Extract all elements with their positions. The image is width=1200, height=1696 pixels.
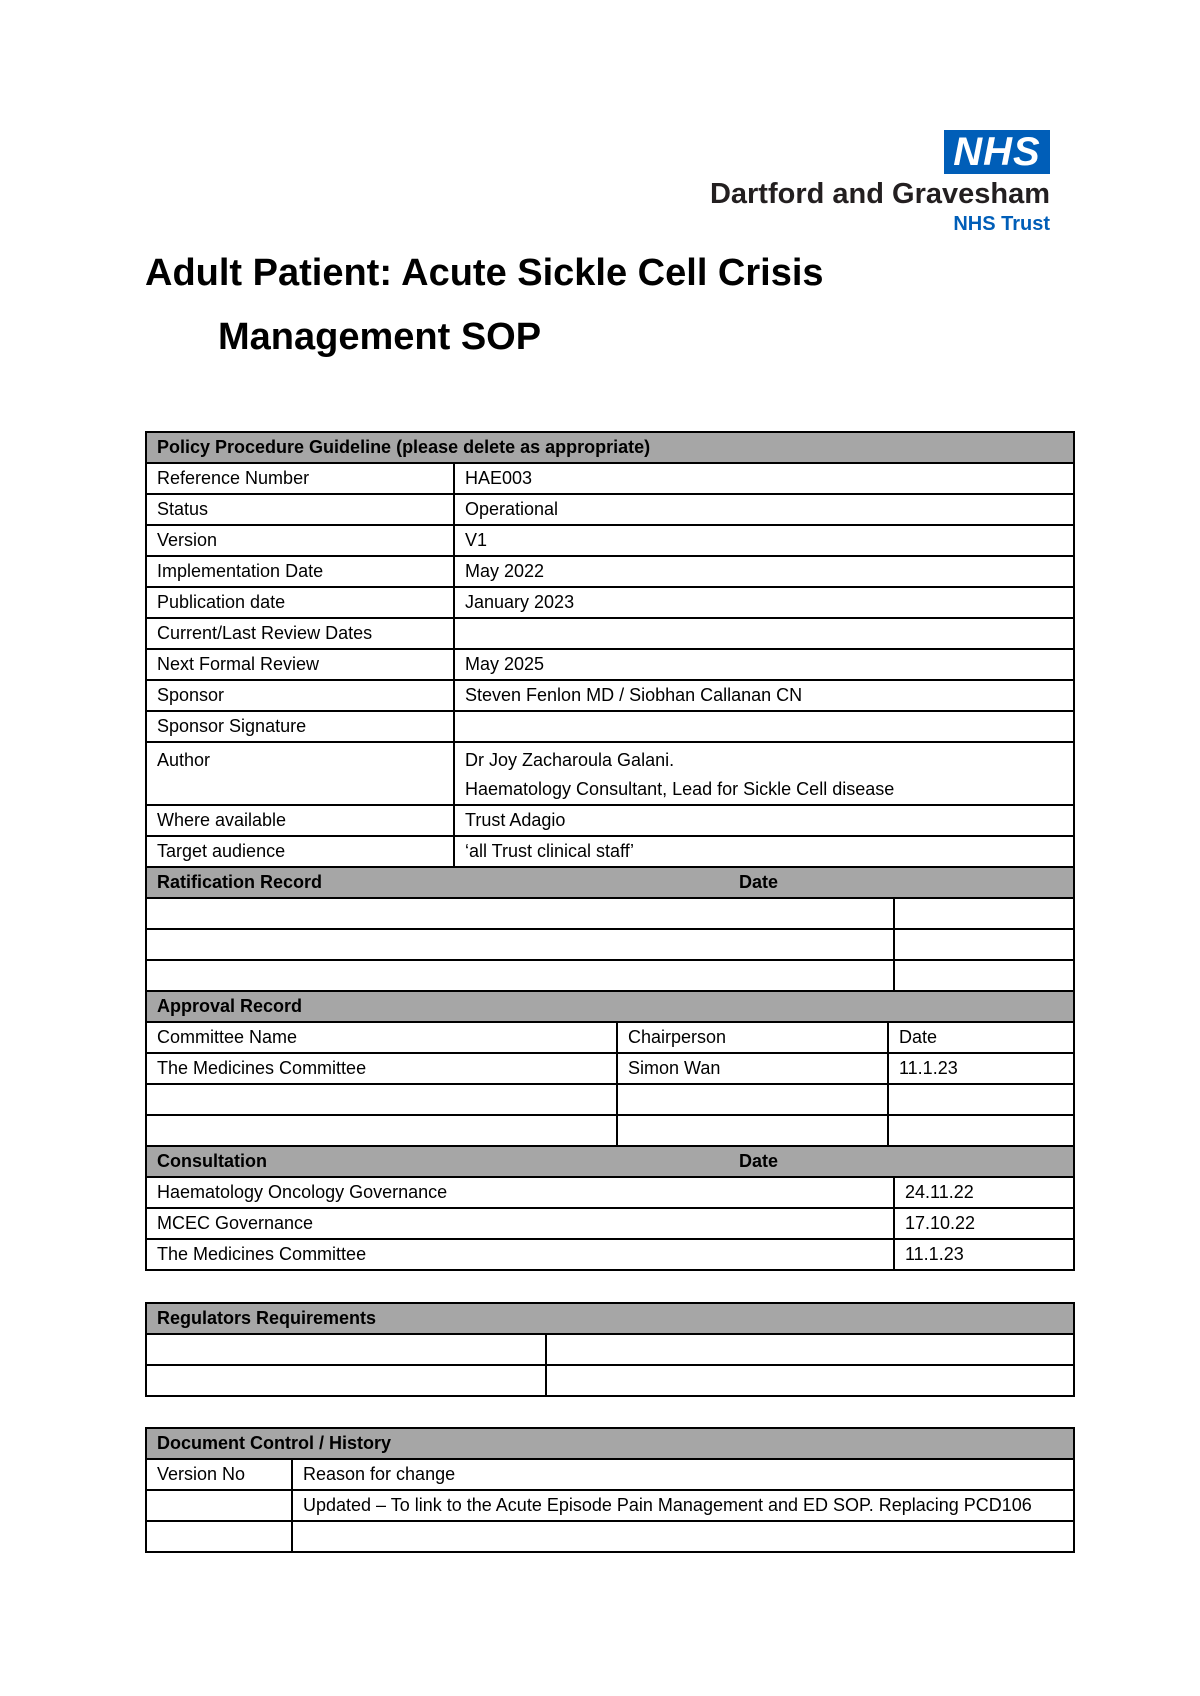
row-value: Steven Fenlon MD / Siobhan Callanan CN [454,680,1074,711]
version-no [146,1490,292,1521]
consultation-title: Consultation [157,1151,267,1171]
approval-columns-row [146,1022,1074,1053]
ratification-title: Ratification Record [157,872,323,892]
table-row [146,463,1074,494]
table-row [146,649,1074,680]
regulators-header: Regulators Requirements [146,1303,1074,1334]
table-row [146,898,1074,929]
reason-for-change: Updated – To link to the Acute Episode Pain Management and ED SOP. Replacing PCD106 [292,1490,1074,1521]
column-header: Chairperson [617,1022,888,1053]
row-value: May 2025 [454,649,1074,680]
policy-header-row [146,432,1074,463]
table-row [146,587,1074,618]
consultation-date: 17.10.22 [894,1208,1074,1239]
row-value [454,618,1074,649]
table-row [146,1177,1074,1208]
document-control-table [145,1427,1075,1553]
row-label: Next Formal Review [146,649,454,680]
consultation-body: MCEC Governance [146,1208,894,1239]
table-row [146,711,1074,742]
consultation-date: 24.11.22 [894,1177,1074,1208]
ratification-header-row [146,867,1074,898]
table-row [146,1365,1074,1396]
row-label: Status [146,494,454,525]
column-header: Version No [146,1459,292,1490]
column-header: Committee Name [146,1022,617,1053]
approval-committee: The Medicines Committee [146,1053,617,1084]
ratification-date-header: Date [739,872,779,892]
table-row [146,494,1074,525]
row-value: HAE003 [454,463,1074,494]
ratification-header [146,867,1074,898]
row-label: Reference Number [146,463,454,494]
column-header: Date [888,1022,1074,1053]
table-row [146,805,1074,836]
row-label: Publication date [146,587,454,618]
consultation-body: Haematology Oncology Governance [146,1177,894,1208]
row-value [454,742,1074,805]
author-role: Haematology Consultant, Lead for Sickle Cell disease [465,779,895,799]
logo-trust-name: Dartford and Gravesham [709,178,1050,210]
table-row [146,556,1074,587]
table-row [146,1053,1074,1084]
approval-header: Approval Record [146,991,1074,1022]
nhs-logo-mark: NHS [944,130,1050,174]
regulators-table [145,1302,1075,1397]
regulators-header-row [146,1303,1074,1334]
consultation-date-header: Date [739,1151,779,1171]
row-value: V1 [454,525,1074,556]
row-value: January 2023 [454,587,1074,618]
approval-date: 11.1.23 [888,1053,1074,1084]
document-control-columns-row [146,1459,1074,1490]
document-control-header-row [146,1428,1074,1459]
consultation-body: The Medicines Committee [146,1239,894,1270]
row-value: May 2022 [454,556,1074,587]
table-row [146,1334,1074,1365]
row-label: Sponsor [146,680,454,711]
table-row [146,960,1074,991]
row-label: Implementation Date [146,556,454,587]
row-label: Where available [146,805,454,836]
document-control-header: Document Control / History [146,1428,1074,1459]
table-row [146,525,1074,556]
column-header: Reason for change [292,1459,1074,1490]
table-row [146,1084,1074,1115]
table-row [146,1521,1074,1552]
table-row [146,618,1074,649]
row-value [454,711,1074,742]
policy-table [145,431,1075,1271]
approval-chairperson: Simon Wan [617,1053,888,1084]
document-title-line2: Management SOP [218,316,542,358]
nhs-trust-logo [690,130,1050,235]
table-row [146,1239,1074,1270]
logo-trust-sub: NHS Trust [953,213,1050,235]
table-row [146,1115,1074,1146]
author-name: Dr Joy Zacharoula Galani. [465,750,675,770]
table-row [146,929,1074,960]
document-title-line1: Adult Patient: Acute Sickle Cell Crisis [145,252,824,294]
table-row [146,680,1074,711]
table-row [146,836,1074,867]
consultation-date: 11.1.23 [894,1239,1074,1270]
policy-header: Policy Procedure Guideline (please delete as appropriate) [146,432,1074,463]
row-value: Trust Adagio [454,805,1074,836]
row-value: ‘all Trust clinical staff’ [454,836,1074,867]
table-row [146,1208,1074,1239]
row-label: Sponsor Signature [146,711,454,742]
consultation-header [146,1146,1074,1177]
row-label: Target audience [146,836,454,867]
approval-header-row [146,991,1074,1022]
row-label: Author [146,742,454,805]
table-row [146,1490,1074,1521]
consultation-header-row [146,1146,1074,1177]
row-label: Version [146,525,454,556]
table-row [146,742,1074,805]
row-label: Current/Last Review Dates [146,618,454,649]
row-value: Operational [454,494,1074,525]
